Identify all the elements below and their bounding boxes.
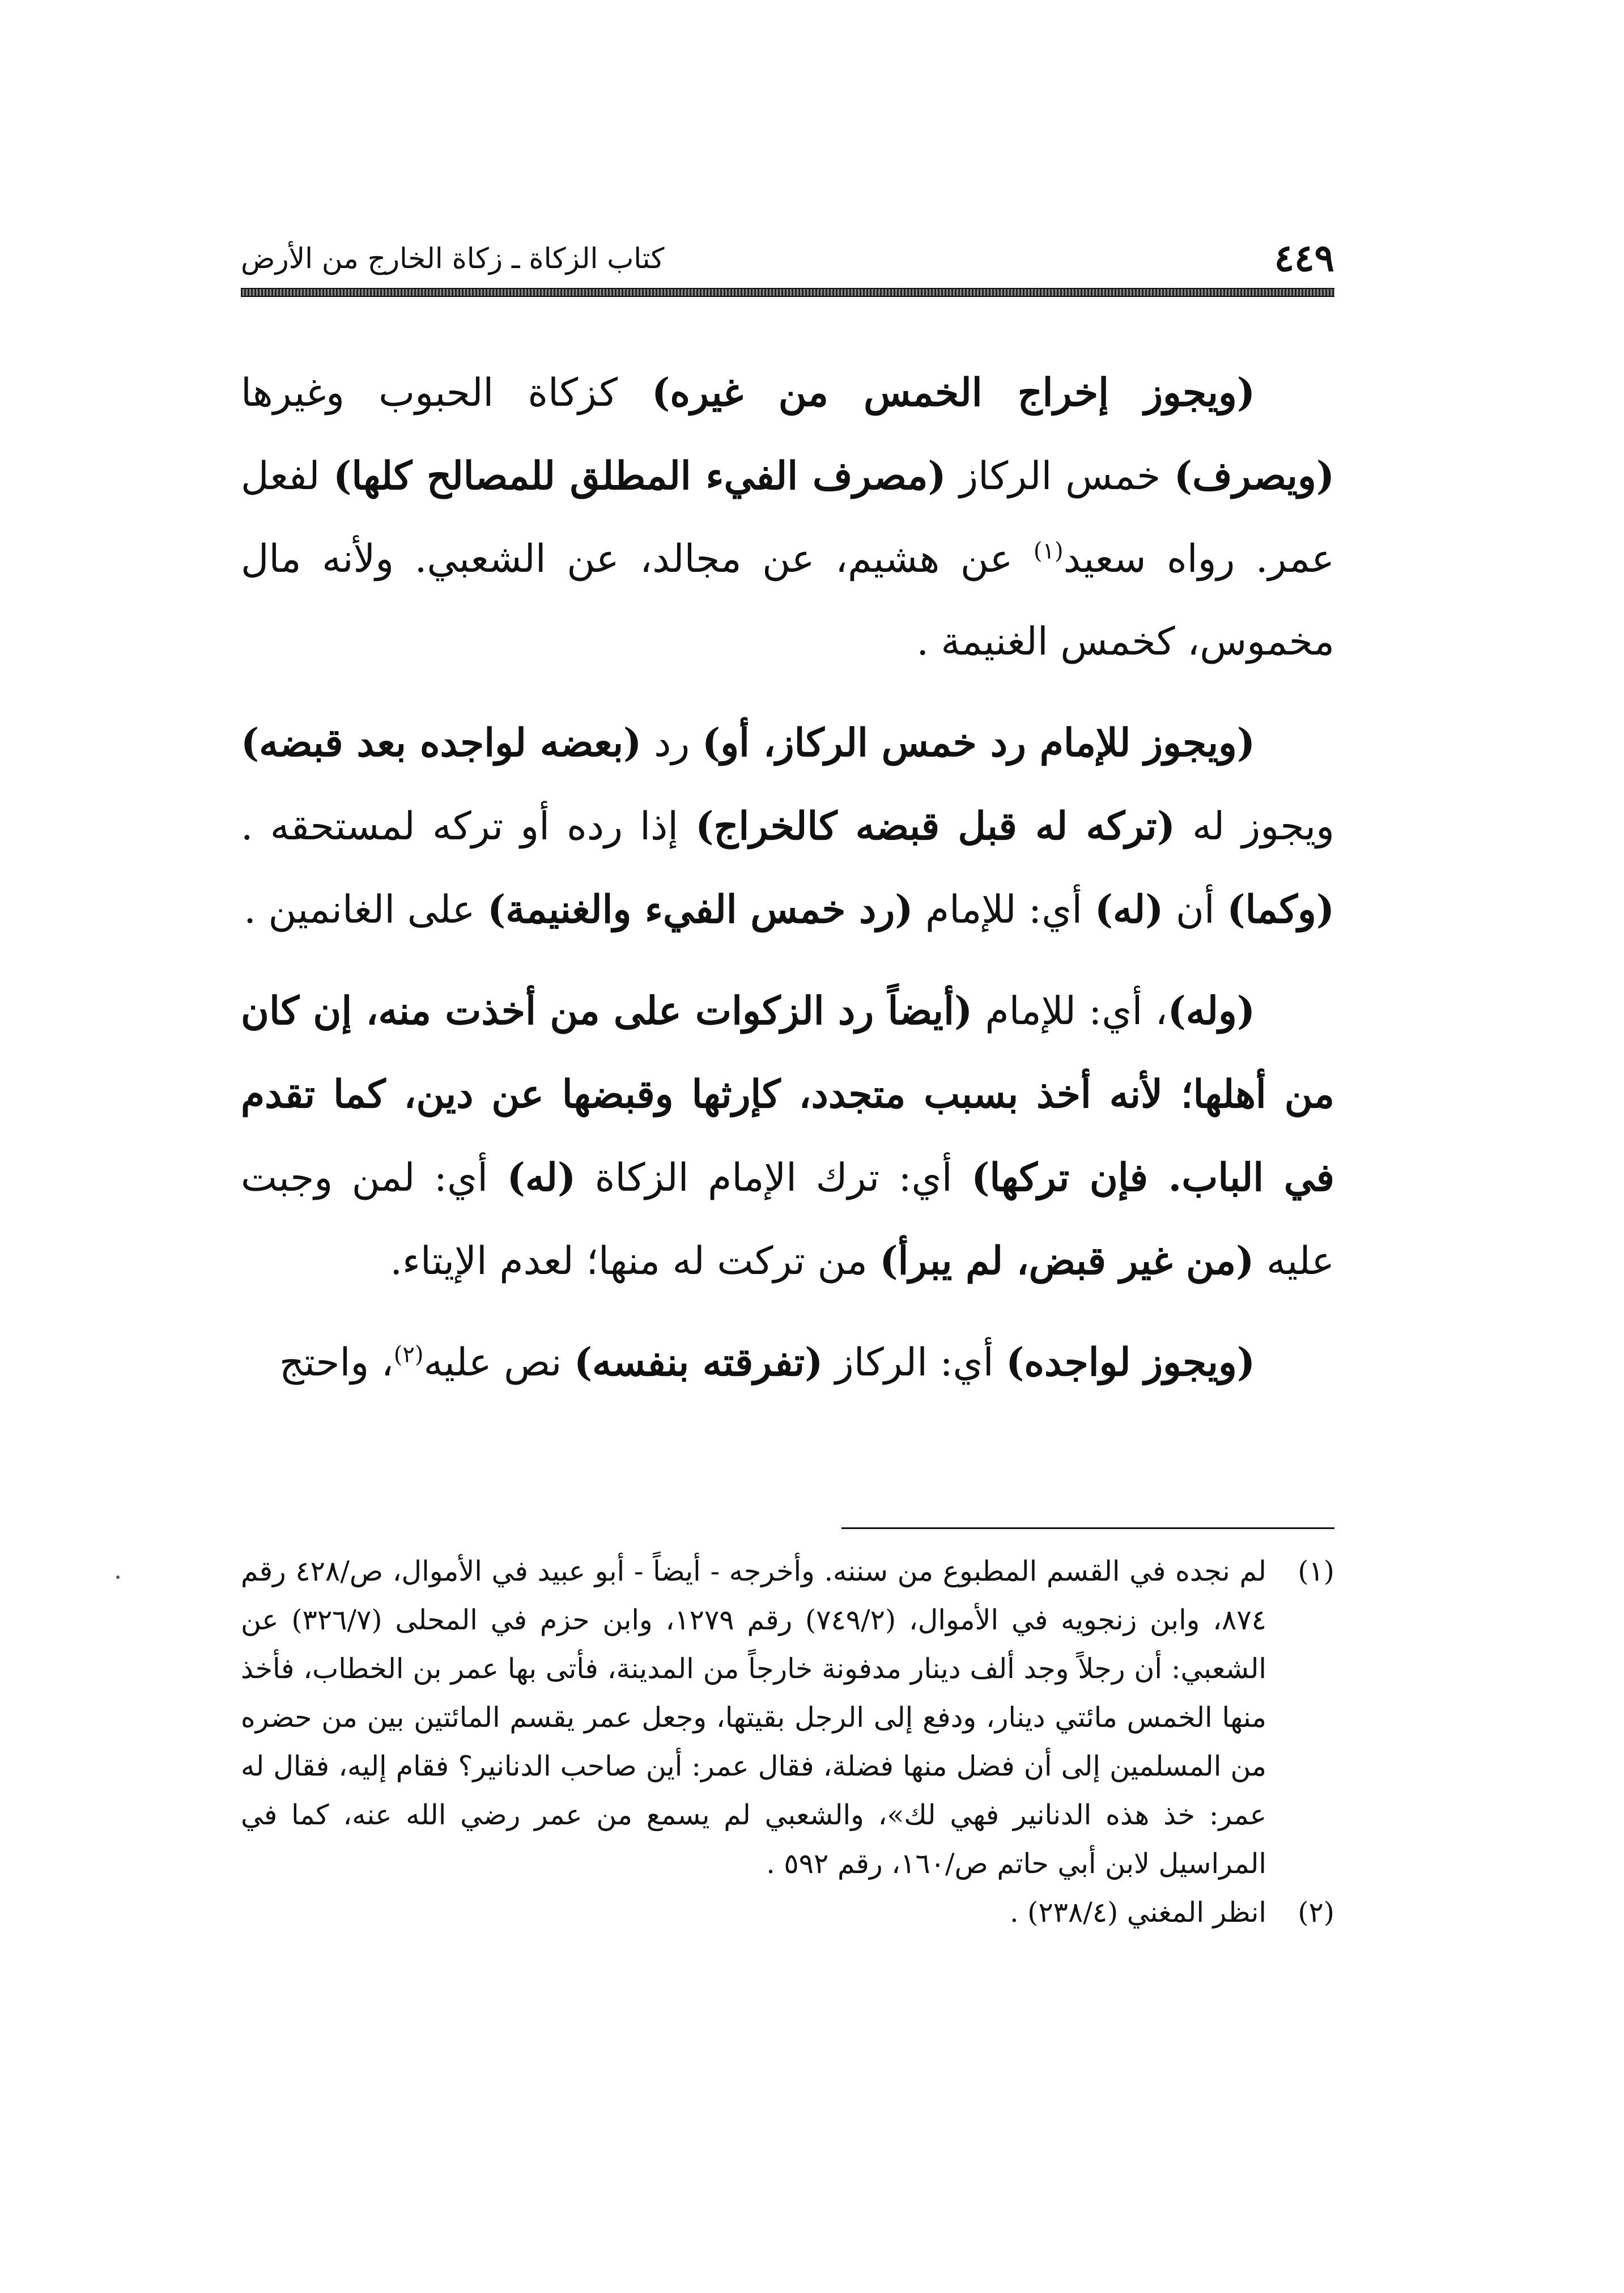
commentary-text: أن <box>1163 888 1227 932</box>
footnotes <box>241 1547 1334 1937</box>
footnote-ref-1[interactable]: (١) <box>1033 538 1064 564</box>
footnote-separator <box>841 1527 1334 1529</box>
commentary-text: كزكاة الحبوب وغيرها <box>241 371 652 415</box>
matn-text: (له) <box>507 1155 576 1200</box>
commentary-text: أي: الركاز <box>823 1340 1006 1385</box>
commentary-text: خمس الركاز <box>946 454 1174 499</box>
footnote-ref-2[interactable]: (٢) <box>393 1341 424 1368</box>
commentary-text: لفعل عمر. رواه سعيد <box>241 454 1334 581</box>
matn-text: (ويجوز إخراج الخمس من غيره) <box>652 370 1255 415</box>
footnote-number: (٢) <box>1298 1896 1334 1929</box>
commentary-text: أي: لمن وجبت عليه <box>241 1156 1334 1284</box>
footnote-number: (١) <box>1298 1555 1334 1587</box>
matn-text: (ويصرف) <box>1174 453 1334 499</box>
footnote-text: لم نجده في القسم المطبوع من سننه. وأخرجه - أيضاً - أبو عبيد في الأموال، ص/٤٢٨ رقم ٨٧٤، وابن زنجويه في الأموال، (٧٤٩/٢) رقم ١٢٧٩، وابن حزم في المحلى (٣٢٦/٧) عن الشعبي: أن رجلاً وجد ألف دينار مدفونة خارجاً من المدينة، فأتى بها عمر بن الخطاب، فأخذ منها الخمس مائتي دينار، ودفع إلى الرجل بقيتها، وجعل عمر يقسم المائتين بين من حضره من المسلمين إلى أن فضل منها فضلة، فقال عمر: أين صاحب الدنانير؟ فقام إليه، فقال له عمر: خذ هذه الدنانير فهي لك»، والشعبي لم يسمع من عمر رضي الله عنه، كما في المراسيل لابن أبي حاتم ص/١٦٠، رقم ٥٩٢ . <box>241 1555 1267 1880</box>
matn-text: (ويجوز لواجده) <box>1006 1340 1255 1385</box>
paragraph-1 <box>241 351 1334 683</box>
matn-text: (تفرقته بنفسه) <box>574 1340 823 1385</box>
scan-speck <box>116 1576 120 1579</box>
commentary-text: رد <box>641 721 703 766</box>
commentary-text: ، واحتج <box>279 1340 394 1385</box>
commentary-text: إذا رده أو تركه لمستحقه . <box>241 804 696 849</box>
commentary-text: من تركت له منها؛ لعدم الإيتاء. <box>390 1239 880 1284</box>
matn-text: (ويجوز للإمام رد خمس الركاز، أو) <box>702 720 1256 766</box>
matn-text: (بعضه لواجده بعد قبضه) <box>241 720 642 766</box>
matn-text: (من غير قبض، لم يبرأ) <box>879 1238 1255 1284</box>
commentary-text: أي: ترك الإمام الزكاة <box>576 1156 972 1200</box>
matn-text: (وله) <box>1167 988 1255 1034</box>
commentary-text: ، أي: للإمام <box>972 989 1168 1034</box>
commentary-text: عن هشيم، عن مجالد، عن الشعبي. ولأنه مال مخموس، كخمس الغنيمة . <box>241 537 1334 664</box>
commentary-text: ويجوز له <box>1175 804 1335 849</box>
matn-text: (له) <box>1094 887 1164 932</box>
footnote-1 <box>241 1547 1334 1888</box>
matn-text: (وكما) <box>1227 887 1334 932</box>
commentary-text: أي: للإمام <box>913 888 1095 932</box>
running-title: كتاب الزكاة ـ زكاة الخارج من الأرض <box>241 242 665 275</box>
paragraph-3 <box>241 970 1334 1303</box>
page-number: ٤٤٩ <box>1274 236 1334 280</box>
matn-text: (تركه له قبل قبضه كالخراج) <box>695 804 1175 849</box>
page-header <box>241 232 1334 283</box>
matn-text: (مصرف الفيء المطلق للمصالح كلها) <box>333 453 946 499</box>
header-rule <box>241 288 1334 297</box>
commentary-text: على الغانمين . <box>244 888 488 932</box>
footnote-2 <box>241 1888 1334 1937</box>
footnote-text: انظر المغني (٢٣٨/٤) . <box>1010 1896 1266 1929</box>
commentary-text: نص عليه <box>423 1340 574 1385</box>
matn-text: (رد خمس الفيء والغنيمة) <box>487 887 913 932</box>
paragraph-4 <box>241 1321 1334 1404</box>
main-text <box>241 351 1334 1422</box>
matn-text: (أيضاً رد الزكوات على من أخذت منه، إن كان من أهلها؛ لأنه أخذ بسبب متجدد، كإرثها وقبضها عن دين، كما تقدم في الباب. فإن تركها) <box>241 988 1334 1200</box>
paragraph-2 <box>241 702 1334 952</box>
